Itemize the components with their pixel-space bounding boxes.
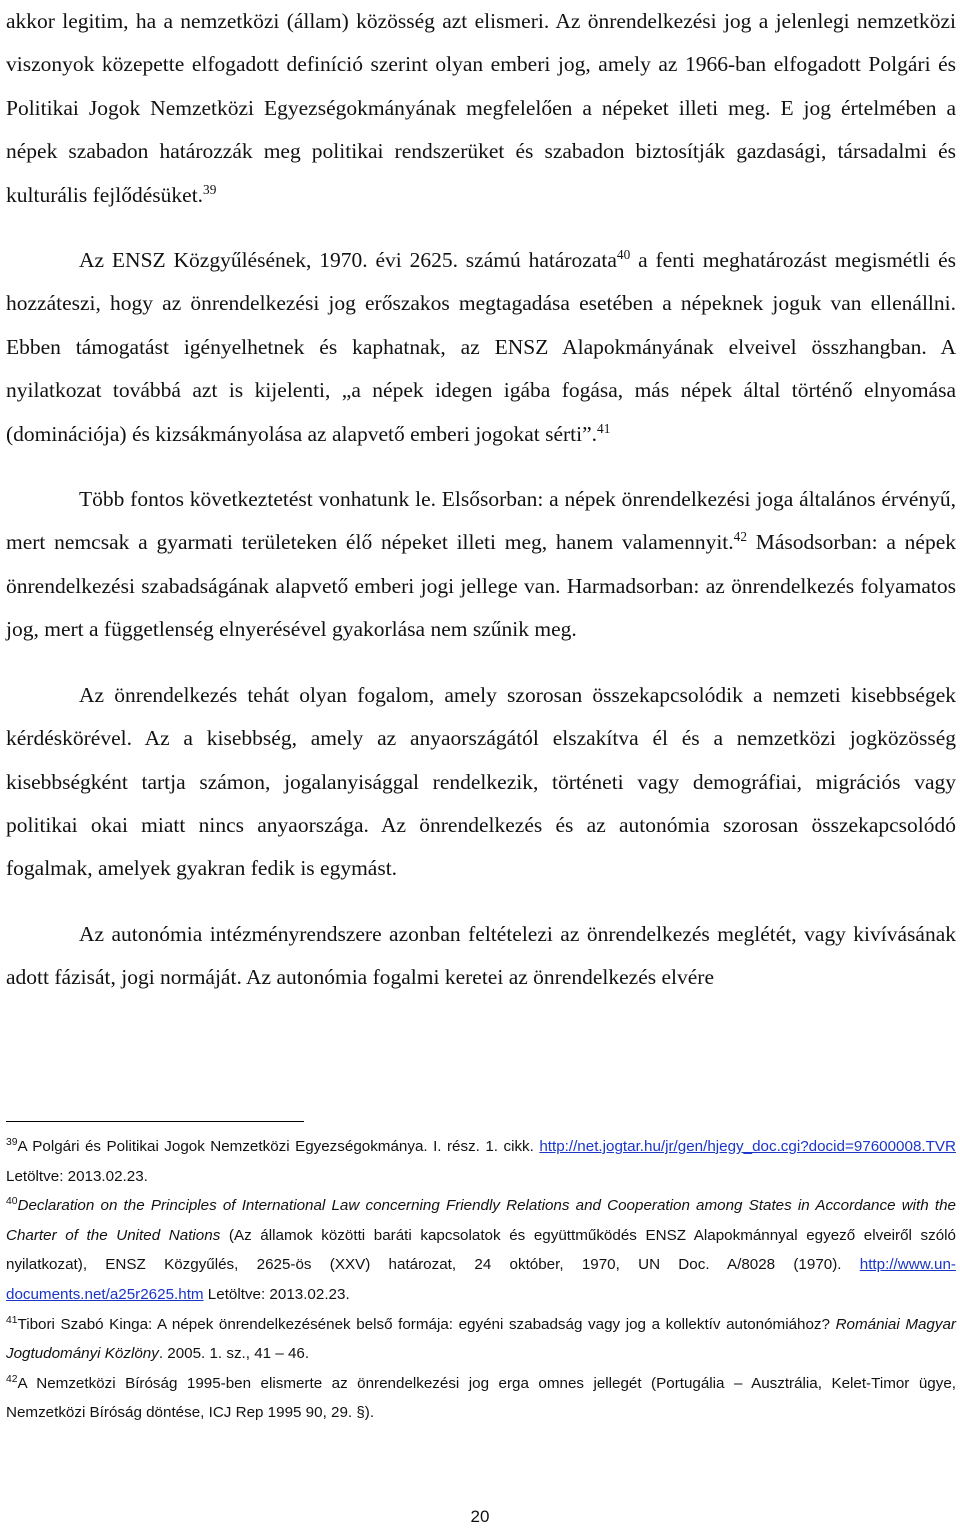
footnote-39	[6, 1132, 956, 1191]
footnote-number: 41	[6, 1314, 18, 1326]
footnote-separator	[6, 1121, 304, 1122]
paragraph-3-text-a: Több fontos következtetést vonhatunk le. Elsősorban: a népek önrendelkezési joga általános érvényű, mert nemcsak a gyarmati területeken élő népeket illeti meg, hanem valamennyit.	[6, 487, 956, 555]
paragraph-5: Az autonómia intézményrendszere azonban feltételezi az önrendelkezés meglétét, vagy kivívásának adott fázisát, jogi normáját. Az autonómia fogalmi keretei az önrendelkezés elvére	[6, 921, 956, 990]
footnote-journal: Romániai Magyar Jogtudományi Közlöny	[6, 1315, 956, 1363]
page-number: 20	[470, 1507, 490, 1526]
paragraph-2-text-b: a fenti meghatározást megismétli és hozzáteszi, hogy az önrendelkezési jog erőszakos megtagadása esetében a népeknek joguk van ellenállni. Ebben támogatást igényelhetnek és kaphatnak, az ENSZ Alapokmányának elveivel összhangban. A nyilatkozat továbbá azt is kijelenti, „a népek idegen igába fogása, más népek által történő elnyomása (dominációja) és kizsákmányolása az alapvető emberi jogokat sérti”.	[6, 248, 957, 446]
paragraph-3	[6, 478, 956, 652]
footnote-text-after: Letöltve: 2013.02.23.	[203, 1285, 350, 1303]
footnote-text: (Az államok közötti baráti kapcsolatok és együttműködés ENSZ Alapokmánnyal egyező elveiről szóló nyilatkozat), ENSZ Közgyűlés, 2625-ös (XXV) határozat, 24 október, 1970, UN Doc. A/8028 (1970).	[6, 1226, 956, 1274]
footnote-link[interactable]: http://www.un-documents.net/a25r2625.htm	[6, 1256, 956, 1303]
footnote-42	[6, 1369, 956, 1428]
footnote-text: A Polgári és Politikai Jogok Nemzetközi Egyezségokmánya. I. rész. 1. cikk.	[17, 1138, 540, 1155]
paragraph-2	[6, 239, 956, 456]
footnote-40	[6, 1191, 956, 1309]
footnote-ref-40[interactable]: 40	[616, 246, 631, 262]
footnote-number: 40	[6, 1196, 18, 1208]
footnote-number: 39	[6, 1136, 18, 1148]
footnote-text-after: Letöltve: 2013.02.23.	[6, 1167, 148, 1185]
paragraph-3-text-b: Másodsorban: a népek önrendelkezési szabadságának alapvető emberi jogi jellege van. Harmadsorban: az önrendelkezés folyamatos jog, mert a függetlenség elnyerésével gyakorlása nem szűnik meg.	[6, 530, 956, 642]
footnote-title: Declaration on the Principles of International Law concerning Friendly Relations and Cooperation among States in Accordance with the Charter of the United Nations	[6, 1197, 956, 1244]
footnote-ref-42[interactable]: 42	[733, 529, 747, 545]
footnote-ref-39[interactable]: 39	[203, 181, 217, 197]
footnote-ref-41[interactable]: 41	[597, 420, 611, 436]
footnote-41	[6, 1310, 956, 1369]
paragraph-1	[6, 0, 956, 217]
paragraph-4: Az önrendelkezés tehát olyan fogalom, amely szorosan összekapcsolódik a nemzeti kisebbségek kérdéskörével. Az a kisebbség, amely az anyaországától elszakítva él és a nemzetközi jogközösség kisebbségként tartja számon, jogalanyisággal rendelkezik, történeti vagy demográfiai, migrációs vagy politikai okai miatt nincs anyaországa. Az önrendelkezés és az autonómia szorosan összekapcsolódó fogalmak, amelyek gyakran fedik is egymást.	[6, 682, 956, 881]
footnote-text-after: . 2005. 1. sz., 41 – 46.	[158, 1345, 310, 1363]
paragraph-2-text-a: Az ENSZ Közgyűlésének, 1970. évi 2625. számú határozata	[79, 248, 617, 273]
body-text	[6, 0, 956, 1000]
footnote-text: Tibori Szabó Kinga: A népek önrendelkezésének belső formája: egyéni szabadság vagy jog a kollektív autonómiához?	[17, 1315, 836, 1333]
footnote-number: 42	[6, 1373, 18, 1385]
paragraph-1-text: akkor legitim, ha a nemzetközi (állam) közösség azt elismeri. Az önrendelkezési jog a jelenlegi nemzetközi viszonyok közepette elfogadott definíció szerint olyan emberi jog, amely az 1966-ban elfogadott Polgári és Politikai Jogok Nemzetközi Egyezségokmányának megfelelően a népeket illeti meg. E jog értelmében a népek szabadon határozzák meg politikai rendszerüket és szabadon biztosítják gazdasági, társadalmi és kulturális fejlődésüket.	[6, 9, 956, 207]
footnote-link[interactable]: http://net.jogtar.hu/jr/gen/hjegy_doc.cgi?docid=97600008.TVR	[539, 1138, 956, 1155]
footnote-text: A Nemzetközi Bíróság 1995-ben elismerte az önrendelkezési jog erga omnes jellegét (Portugália – Ausztrália, Kelet-Timor ügye, Nemzetközi Bíróság döntése, ICJ Rep 1995 90, 29. §).	[6, 1374, 956, 1422]
footnotes	[6, 1132, 956, 1428]
